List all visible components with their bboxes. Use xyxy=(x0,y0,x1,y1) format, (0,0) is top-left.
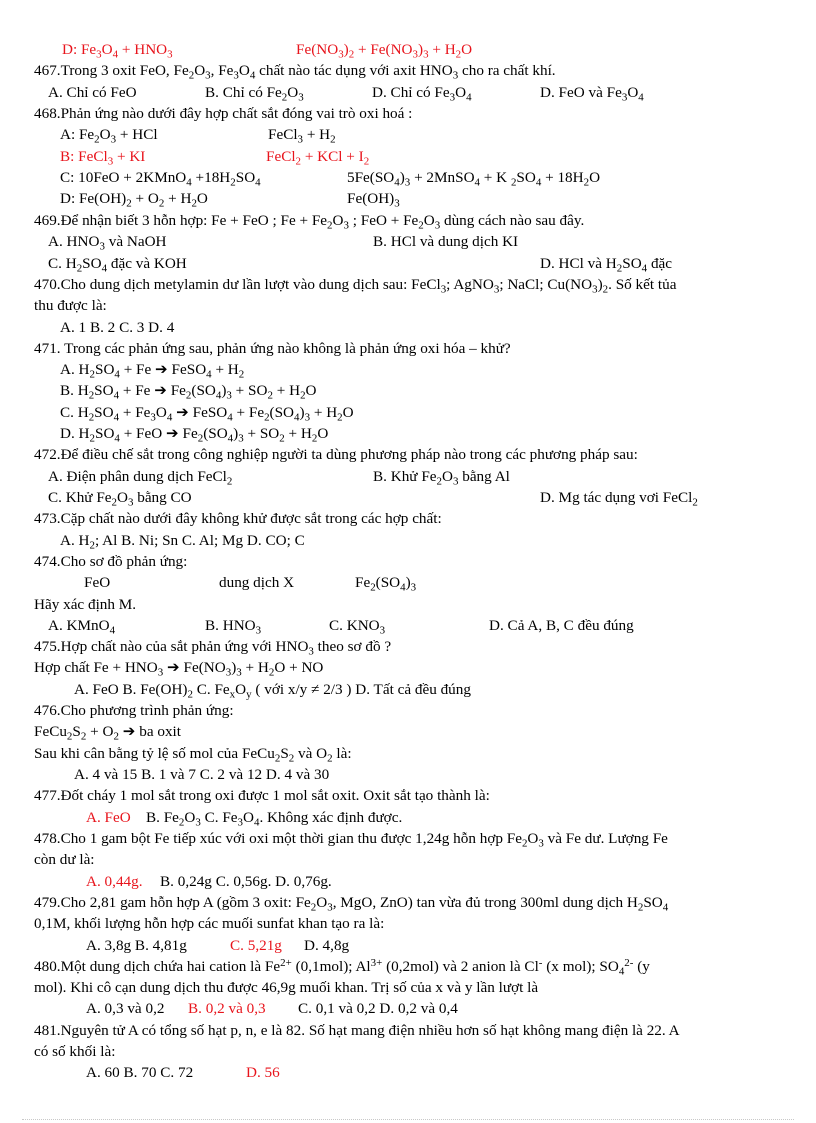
text-fragment: A. 60 B. 70 C. 72 xyxy=(86,1064,194,1081)
text-fragment: C. $H_2SO_4$ đặc và KOH xyxy=(48,255,187,275)
text-fragment: B: FeCl$_3$ + KI xyxy=(60,148,146,168)
text-fragment: $Fe(OH)_3$ xyxy=(347,190,400,210)
text-fragment: Sau khi cân bằng tỷ lệ số mol của $FeCu_2S_2$ và $O_2$ là: xyxy=(34,745,352,765)
text-fragment: A. 0,3 và 0,2 xyxy=(86,1000,165,1017)
text-fragment: D. Cả A, B, C đều đúng xyxy=(489,617,634,634)
text-fragment: Hợp chất $Fe + HNO_3$ ➔ $Fe(NO_3)_3 + H_2O$ + NO xyxy=(34,659,324,679)
text-fragment: 469.Để nhận biết 3 hỗn hợp: Fe + FeO ; $Fe + Fe_2O_3$ ; FeO + $Fe_2O_3$ dùng cách nào sau đây. xyxy=(34,212,585,232)
text-fragment: B. $HNO_3$ xyxy=(205,617,262,637)
text-fragment: Hãy xác định M. xyxy=(34,596,137,613)
text-fragment: 468.Phản ứng nào dưới đây hợp chất sắt đóng vai trò oxi hoá : xyxy=(34,105,413,122)
text-fragment: 477.Đốt cháy 1 mol sắt trong oxi được 1 mol sắt oxit. Oxit sắt tạo thành là: xyxy=(34,787,490,804)
text-fragment: B. Chỉ có $Fe_2O_3$ xyxy=(205,84,304,104)
text-fragment: C: 10FeO + 2KMnO$_4$ $+18H_2SO_4$ xyxy=(60,169,261,189)
text-fragment: B. 0,2 và 0,3 xyxy=(188,1000,266,1017)
text-fragment: B. Khử $Fe_2O_3$ bằng Al xyxy=(373,468,510,488)
text-fragment: 476.Cho phương trình phản ứng: xyxy=(34,702,234,719)
text-fragment: 475.Hợp chất nào của sắt phản ứng với $HNO_3$ theo sơ đồ ? xyxy=(34,638,392,658)
text-fragment: D. 56 xyxy=(246,1064,280,1081)
text-fragment: D. HCl và $H_2SO_4$ đặc xyxy=(540,255,673,275)
text-fragment: 481.Nguyên tử A có tổng số hạt p, n, e là 82. Số hạt mang điện nhiều hơn số hạt không mang điện là 22. A xyxy=(34,1022,680,1039)
text-fragment: A. Chỉ có FeO xyxy=(48,84,137,101)
text-fragment: thu được là: xyxy=(34,297,107,314)
text-fragment: D: $Fe(OH)_2 + O_2 + H_2O$ xyxy=(60,190,208,210)
text-fragment: D. FeO và $Fe_3O_4$ xyxy=(540,84,644,104)
text-fragment: 473.Cặp chất nào dưới đây không khử được sắt trong các hợp chất: xyxy=(34,510,442,527)
text-fragment: C. 0,1 và 0,2 D. 0,2 và 0,4 xyxy=(298,1000,458,1017)
text-fragment: còn dư là: xyxy=(34,851,95,868)
text-fragment: D. Chỉ có $Fe_3O_4$ xyxy=(372,84,472,104)
text-fragment: A. Điện phân dung dịch FeCl$_2$ xyxy=(48,468,233,488)
text-fragment: 479.Cho 2,81 gam hỗn hợp A (gồm 3 oxit: $Fe_2O_3$, MgO, ZnO) tan vừa đủ trong 300ml dung dịch $H_2SO_4$ xyxy=(34,894,669,914)
page-bottom-rule xyxy=(22,1119,794,1120)
text-fragment: 478.Cho 1 gam bột Fe tiếp xúc với oxi một thời gian thu được 1,24g hỗn hợp $Fe_2O_3$ và Fe dư. Lượng Fe xyxy=(34,830,668,850)
text-fragment: $5Fe(SO_4)_3$ + 2MnSO$_4$ + K $_2SO_4 + 18H_2O$ xyxy=(347,169,601,189)
text-fragment: $Fe(NO_3)_2 + Fe(NO_3)_3 + H_2O$ xyxy=(296,41,473,61)
text-fragment: A. 4 và 15 B. 1 và 7 C. 2 và 12 D. 4 và 30 xyxy=(74,766,330,783)
text-fragment: có số khối là: xyxy=(34,1043,116,1060)
text-fragment: B. HCl và dung dịch KI xyxy=(373,233,519,250)
text-fragment: 470.Cho dung dịch metylamin dư lần lượt vào dung dịch sau: FeCl$_3$; AgNO$_3$; NaCl; $Cu(NO_3)_2$. Số kết tủa xyxy=(34,276,677,296)
text-fragment: C. 5,21g xyxy=(230,937,282,954)
text-fragment: dung dịch X xyxy=(219,574,295,591)
text-fragment: $Fe_2(SO_4)_3$ xyxy=(355,574,417,594)
text-fragment: B. $H_2SO_4 + Fe$ ➔ $Fe_2(SO_4)_3 + SO_2 + H_2O$ xyxy=(60,382,317,402)
text-fragment: $FeCu_2S_2 + O_2$ ➔ ba oxit xyxy=(34,723,181,743)
text-fragment: A. 1 B. 2 C. 3 D. 4 xyxy=(60,319,175,336)
text-fragment: 467.Trong 3 oxit FeO, $Fe_2O_3$, $Fe_3O_4$ chất nào tác dụng với axit $HNO_3$ cho ra chất khí. xyxy=(34,62,556,82)
text-fragment: A. $H_2SO_4 + Fe$ ➔ FeSO$_4$ + $H_2$ xyxy=(60,361,245,381)
text-fragment: B. 0,24g C. 0,56g. D. 0,76g. xyxy=(160,873,332,890)
text-fragment: B. $Fe_2O_3$ C. $Fe_3O_4$. Không xác định được. xyxy=(146,809,403,829)
text-fragment: C. Khử $Fe_2O_3$ bằng CO xyxy=(48,489,192,509)
text-fragment: A. 3,8g B. 4,81g xyxy=(86,937,187,954)
text-fragment: A. FeO B. $Fe(OH)_2$ C. $Fe_xO_y$ ( với x/y ≠ 2/3 ) D. Tất cả đều đúng xyxy=(74,681,471,701)
text-fragment: A. KMnO$_4$ xyxy=(48,617,116,637)
text-fragment: A. $HNO_3$ và NaOH xyxy=(48,233,167,253)
text-fragment: 472.Để điều chế sắt trong công nghiệp người ta dùng phương pháp nào trong các phương pháp sau: xyxy=(34,446,638,463)
text-fragment: D: $Fe_3O_4 + HNO_3$ xyxy=(62,41,173,61)
text-fragment: C. $H_2SO_4 + Fe_3O_4$ ➔ FeSO$_4$ + $Fe_2(SO_4)_3 + H_2O$ xyxy=(60,404,354,424)
text-fragment: 480.Một dung dịch chứa hai cation là $Fe^{2+}$ (0,1mol); $Al^{3+}$ (0,2mol) và 2 anion là Cl- (x mol); $SO_4^{2-}$ (y xyxy=(34,957,650,978)
text-fragment: 474.Cho sơ đồ phản ứng: xyxy=(34,553,188,570)
text-fragment: A. 0,44g. xyxy=(86,873,143,890)
text-fragment: 471. Trong các phản ứng sau, phản ứng nào không là phản ứng oxi hóa – khử? xyxy=(34,340,511,357)
text-fragment: A: $Fe_2O_3$ + HCl xyxy=(60,126,158,146)
text-fragment: mol). Khi cô cạn dung dịch thu được 46,9g muối khan. Trị số của x và y lần lượt là xyxy=(34,979,539,996)
text-fragment: D. Mg tác dụng vơi FeCl$_2$ xyxy=(540,489,698,509)
text-fragment: D. $H_2SO_4$ + FeO ➔ $Fe_2(SO_4)_3 + SO_2 + H_2O$ xyxy=(60,425,329,445)
text-fragment: A. FeO xyxy=(86,809,131,826)
text-fragment: 0,1M, khối lượng hỗn hợp các muối sunfat khan tạo ra là: xyxy=(34,915,385,932)
text-fragment: FeO xyxy=(84,574,111,591)
text-fragment: D. 4,8g xyxy=(304,937,350,954)
text-fragment: FeCl$_2$ + KCl + $I_2$ xyxy=(266,148,370,168)
text-fragment: A. $H_2$; Al B. Ni; Sn C. Al; Mg D. CO; C xyxy=(60,532,305,552)
text-fragment: C. $KNO_3$ xyxy=(329,617,386,637)
text-fragment: FeCl$_3$ + $H_2$ xyxy=(268,126,336,146)
